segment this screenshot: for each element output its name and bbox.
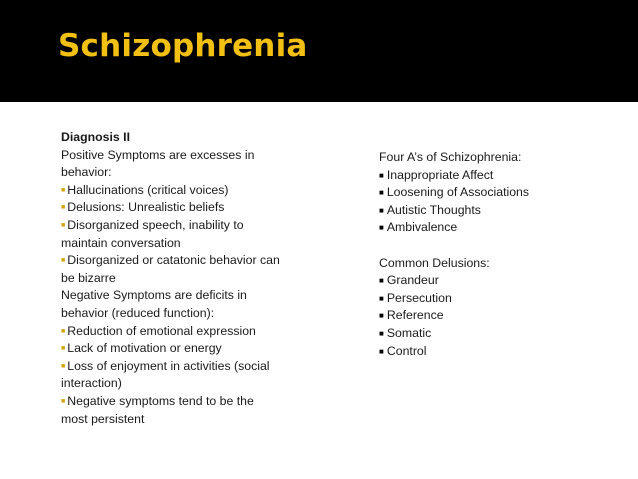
line-text: Negative symptoms tend to be the xyxy=(67,393,254,408)
square-bullet-icon: ■ xyxy=(61,345,66,353)
list-item xyxy=(379,184,619,202)
text-line xyxy=(61,375,321,393)
square-bullet-icon: ■ xyxy=(61,221,66,229)
section-heading: Diagnosis II xyxy=(61,130,131,144)
square-bullet-icon: ■ xyxy=(61,362,66,370)
square-bullet-icon: ■ xyxy=(379,188,384,198)
square-bullet-icon: ■ xyxy=(379,276,384,286)
line-text: Reduction of emotional expression xyxy=(67,323,256,338)
square-bullet-icon: ■ xyxy=(379,293,384,303)
list-item xyxy=(379,307,619,325)
list-item-text: Reference xyxy=(386,308,444,323)
text-line xyxy=(61,147,321,165)
text-line xyxy=(61,340,321,358)
line-text: Disorganized or catatonic behavior can xyxy=(67,253,280,268)
delusions-list xyxy=(379,272,619,360)
line-text: maintain conversation xyxy=(61,235,181,250)
square-bullet-icon: ■ xyxy=(379,170,384,180)
list-item xyxy=(379,325,619,343)
text-line xyxy=(61,358,321,376)
text-line xyxy=(61,182,321,200)
line-text: Lack of motivation or energy xyxy=(67,341,222,356)
four-as-list xyxy=(379,167,619,237)
list-item-text: Inappropriate Affect xyxy=(386,167,494,182)
text-line xyxy=(61,235,321,253)
slide-title: Schizophrenia xyxy=(58,28,308,64)
list-item-text: Somatic xyxy=(386,325,432,340)
text-line xyxy=(61,305,321,323)
text-line xyxy=(61,252,321,270)
text-line xyxy=(61,217,321,235)
line-text: interaction) xyxy=(61,376,122,391)
line-text: Delusions: Unrealistic beliefs xyxy=(67,200,225,215)
right-column xyxy=(379,149,619,360)
line-text: Negative Symptoms are deficits in xyxy=(61,288,247,303)
four-as-heading: Four A’s of Schizophrenia: xyxy=(379,150,522,164)
title-bar xyxy=(0,0,638,102)
delusions-heading: Common Delusions: xyxy=(379,255,490,270)
line-text: be bizarre xyxy=(61,270,116,285)
list-item-text: Control xyxy=(386,343,427,358)
square-bullet-icon: ■ xyxy=(379,205,384,215)
text-line xyxy=(61,411,321,429)
square-bullet-icon: ■ xyxy=(61,204,66,212)
square-bullet-icon: ■ xyxy=(61,257,66,265)
square-bullet-icon: ■ xyxy=(61,327,66,335)
list-item-text: Autistic Thoughts xyxy=(386,202,481,217)
line-text: Loss of enjoyment in activities (social xyxy=(67,358,270,373)
list-item-text: Grandeur xyxy=(386,273,439,288)
text-line xyxy=(61,199,321,217)
square-bullet-icon: ■ xyxy=(379,223,384,233)
list-item xyxy=(379,219,619,237)
square-bullet-icon: ■ xyxy=(379,346,384,356)
line-text: behavior: xyxy=(61,165,112,180)
list-item xyxy=(379,290,619,308)
list-item-text: Persecution xyxy=(386,290,452,305)
text-line xyxy=(61,393,321,411)
square-bullet-icon: ■ xyxy=(61,397,66,405)
line-text: Hallucinations (critical voices) xyxy=(67,182,229,197)
list-item xyxy=(379,272,619,290)
text-line xyxy=(61,164,321,182)
list-item xyxy=(379,167,619,185)
text-line xyxy=(61,287,321,305)
line-text: Disorganized speech, inability to xyxy=(67,217,244,232)
list-item-text: Loosening of Associations xyxy=(386,185,530,200)
list-item xyxy=(379,343,619,361)
line-text: most persistent xyxy=(61,411,145,426)
left-text-block xyxy=(61,147,321,429)
spacer xyxy=(379,237,619,255)
text-line xyxy=(61,323,321,341)
list-item-text: Ambivalence xyxy=(386,220,458,235)
list-item xyxy=(379,202,619,220)
text-line xyxy=(61,270,321,288)
line-text: Positive Symptoms are excesses in xyxy=(61,147,255,162)
line-text: behavior (reduced function): xyxy=(61,305,215,320)
square-bullet-icon: ■ xyxy=(379,311,384,321)
square-bullet-icon: ■ xyxy=(379,328,384,338)
square-bullet-icon: ■ xyxy=(61,186,66,194)
left-column xyxy=(61,129,321,428)
